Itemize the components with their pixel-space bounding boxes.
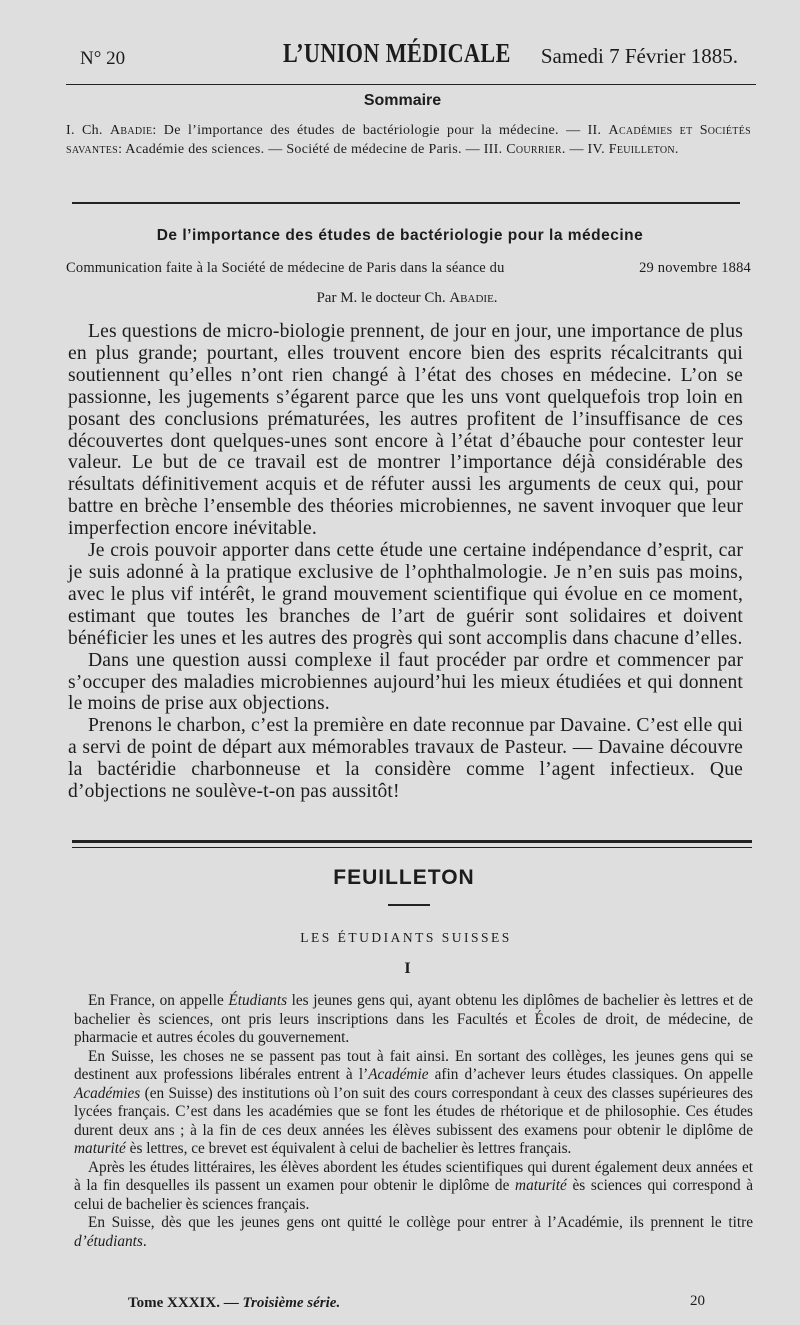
communication-line	[66, 260, 751, 277]
article-paragraph: Prenons le charbon, c’est la première en date reconnue par Davaine. C’est elle qui a servi de point de départ aux mémorables travaux de Pasteur. — Davaine découvre la bactéridie charbonneuse et la considère comme l’agent infectieux. Que d’objections ne soulève-t-on pas aussitôt!	[68, 715, 743, 803]
issue-number: N° 20	[80, 48, 126, 69]
feuilleton-rule-top	[72, 840, 752, 843]
author-prefix: Par M. le docteur Ch.	[316, 290, 446, 306]
emphasis-text: d’étudiants	[74, 1232, 143, 1250]
sommaire-part3-sep: . — IV.	[561, 142, 605, 157]
feuilleton-paragraph	[74, 1159, 753, 1215]
sommaire-part1: : De l’importance des études de bactériologie pour la médecine. — II.	[152, 123, 602, 138]
header-rule	[66, 84, 756, 85]
text-run: ès lettres, ce brevet est équivalent à celui de bachelier ès lettres français.	[129, 1140, 572, 1157]
sommaire-part3-heading: Courrier	[506, 142, 562, 157]
serie-label: Troisième série.	[242, 1295, 341, 1311]
text-run: En Suisse, les choses ne se passent pas tout à fait ainsi. En sortant des collèges, les jeunes gens qui se destinent aux professions libérales entrent à l’	[74, 1047, 753, 1083]
text-run: les jeunes gens qui, ayant obtenu les diplômes de bachelier ès lettres et de bachelier ès sciences, ont pris leurs inscriptions dans les Facultés et Écoles de droit, de médecine, de pharmacie et autres écoles du gouvernement.	[74, 992, 754, 1046]
feuilleton-paragraph	[74, 1048, 753, 1159]
emphasis-text: Étudiants	[228, 992, 288, 1009]
sommaire-end: .	[674, 142, 679, 157]
tome-label: Tome XXXIX.	[128, 1295, 220, 1311]
sommaire-prefix: I. Ch.	[66, 123, 103, 138]
communication-date: 29 novembre 1884	[639, 260, 751, 276]
sommaire-part4-heading: Feuilleton	[608, 142, 675, 157]
journal-title: L’UNION MÉDICALE	[283, 38, 511, 68]
feuilleton-rule-thin	[72, 847, 752, 848]
feuilleton-body	[74, 992, 753, 1251]
article-paragraph: Dans une question aussi complexe il faut procéder par ordre et commencer par s’occuper des maladies microbiennes aujourd’hui les mieux étudiées et qui donnent le moins de prise aux objections.	[68, 649, 743, 715]
author-name: Abadie	[449, 290, 494, 306]
page-header	[78, 36, 738, 76]
feuilleton-paragraph	[74, 1214, 753, 1251]
article-body	[68, 321, 743, 803]
sommaire-title: Sommaire	[363, 92, 442, 109]
emphasis-text: Académies	[74, 1084, 141, 1102]
text-run: afin d’achever leurs études classiques. On appelle	[434, 1066, 754, 1083]
article-title: De l’importance des études de bactériologie pour la médecine	[156, 227, 644, 244]
page-number: 20	[690, 1293, 705, 1309]
sommaire-part2: : Académie des sciences. — Société de médecine de Paris. — III.	[118, 142, 503, 157]
author-suffix: .	[493, 290, 498, 306]
sommaire-rule	[72, 202, 740, 204]
feuilleton-subtitle: LES ÉTUDIANTS SUISSES	[300, 930, 512, 945]
footer-dash: —	[219, 1295, 243, 1311]
communication-text: Communication faite à la Société de médecine de Paris dans la séance du	[66, 260, 505, 276]
feuilleton-title-rule	[388, 904, 430, 906]
article-paragraph: Je crois pouvoir apporter dans cette étude une certaine indépendance d’esprit, car je suis adonné à la pratique exclusive de l’ophthalmologie. Je n’en suis pas moins, avec le plus vif intérêt, le grand mouvement scientifique qui évolue en ce moment, estimant que toutes les branches de l’art de guérir sont solidaires et doivent bénéficier les unes et les autres des progrès qui sont accomplis dans chacune d’elles.	[68, 540, 743, 649]
issue-date: Samedi 7 Février 1885.	[540, 44, 738, 68]
feuilleton-title: FEUILLETON	[333, 866, 475, 889]
emphasis-text: maturité	[74, 1140, 126, 1157]
text-run: Après les études littéraires, les élèves abordent les études scientifiques qui durent également deux années et à la fin desquelles ils passent un examen pour obtenir le diplôme de	[74, 1158, 753, 1194]
emphasis-text: Académie	[368, 1066, 429, 1083]
feuilleton-paragraph	[74, 992, 753, 1048]
sommaire-text	[66, 121, 751, 159]
footer-tome	[128, 1295, 340, 1312]
text-run: (en Suisse) des institutions où l’on suit des cours correspondant à ceux des classes supérieures des lycées français. C’est dans les académies que se font les études de rhétorique et de philosophie. Ces études durent deux ans ; à la fin de ces deux années les élèves subissent des examens pour obtenir le diplôme de	[74, 1084, 754, 1139]
article-author	[0, 290, 800, 307]
emphasis-text: maturité	[515, 1177, 567, 1194]
text-run: ès sciences qui correspond à celui de bachelier ès sciences français.	[74, 1177, 754, 1213]
text-run: .	[142, 1232, 147, 1250]
sommaire-part2-heading: Académies et Sociétés savantes	[66, 123, 751, 157]
text-run: En Suisse, dès que les jeunes gens ont quitté le collège pour entrer à l’Académie, ils prennent le titre	[88, 1214, 753, 1231]
article-paragraph: Les questions de micro-biologie prennent, de jour en jour, une importance de plus en plus grande; pourtant, elles trouvent encore bien des esprits récalcitrants qui soutiennent qu’elles n’ont rien changé à l’état des choses en médecine. L’on se passionne, les jugements s’égarent parce que les uns vont quelquefois trop loin en posant des conclusions prématurées, les autres profitent de l’insuffisance de ces découvertes dont quelques-unes sont encore à l’état d’ébauche pour contester leur valeur. Le but de ce travail est de montrer l’importance déjà considérable des résultats définitivement acquis et de réfuter aussi les arguments de ceux qui, pour battre en brèche l’ensemble des théories microbiennes, ne savent invoquer que leur imperfection encore inévitable.	[68, 321, 743, 540]
chapter-number: I	[404, 960, 411, 977]
sommaire-author: Abadie	[109, 123, 153, 138]
text-run: En France, on appelle	[88, 992, 224, 1009]
